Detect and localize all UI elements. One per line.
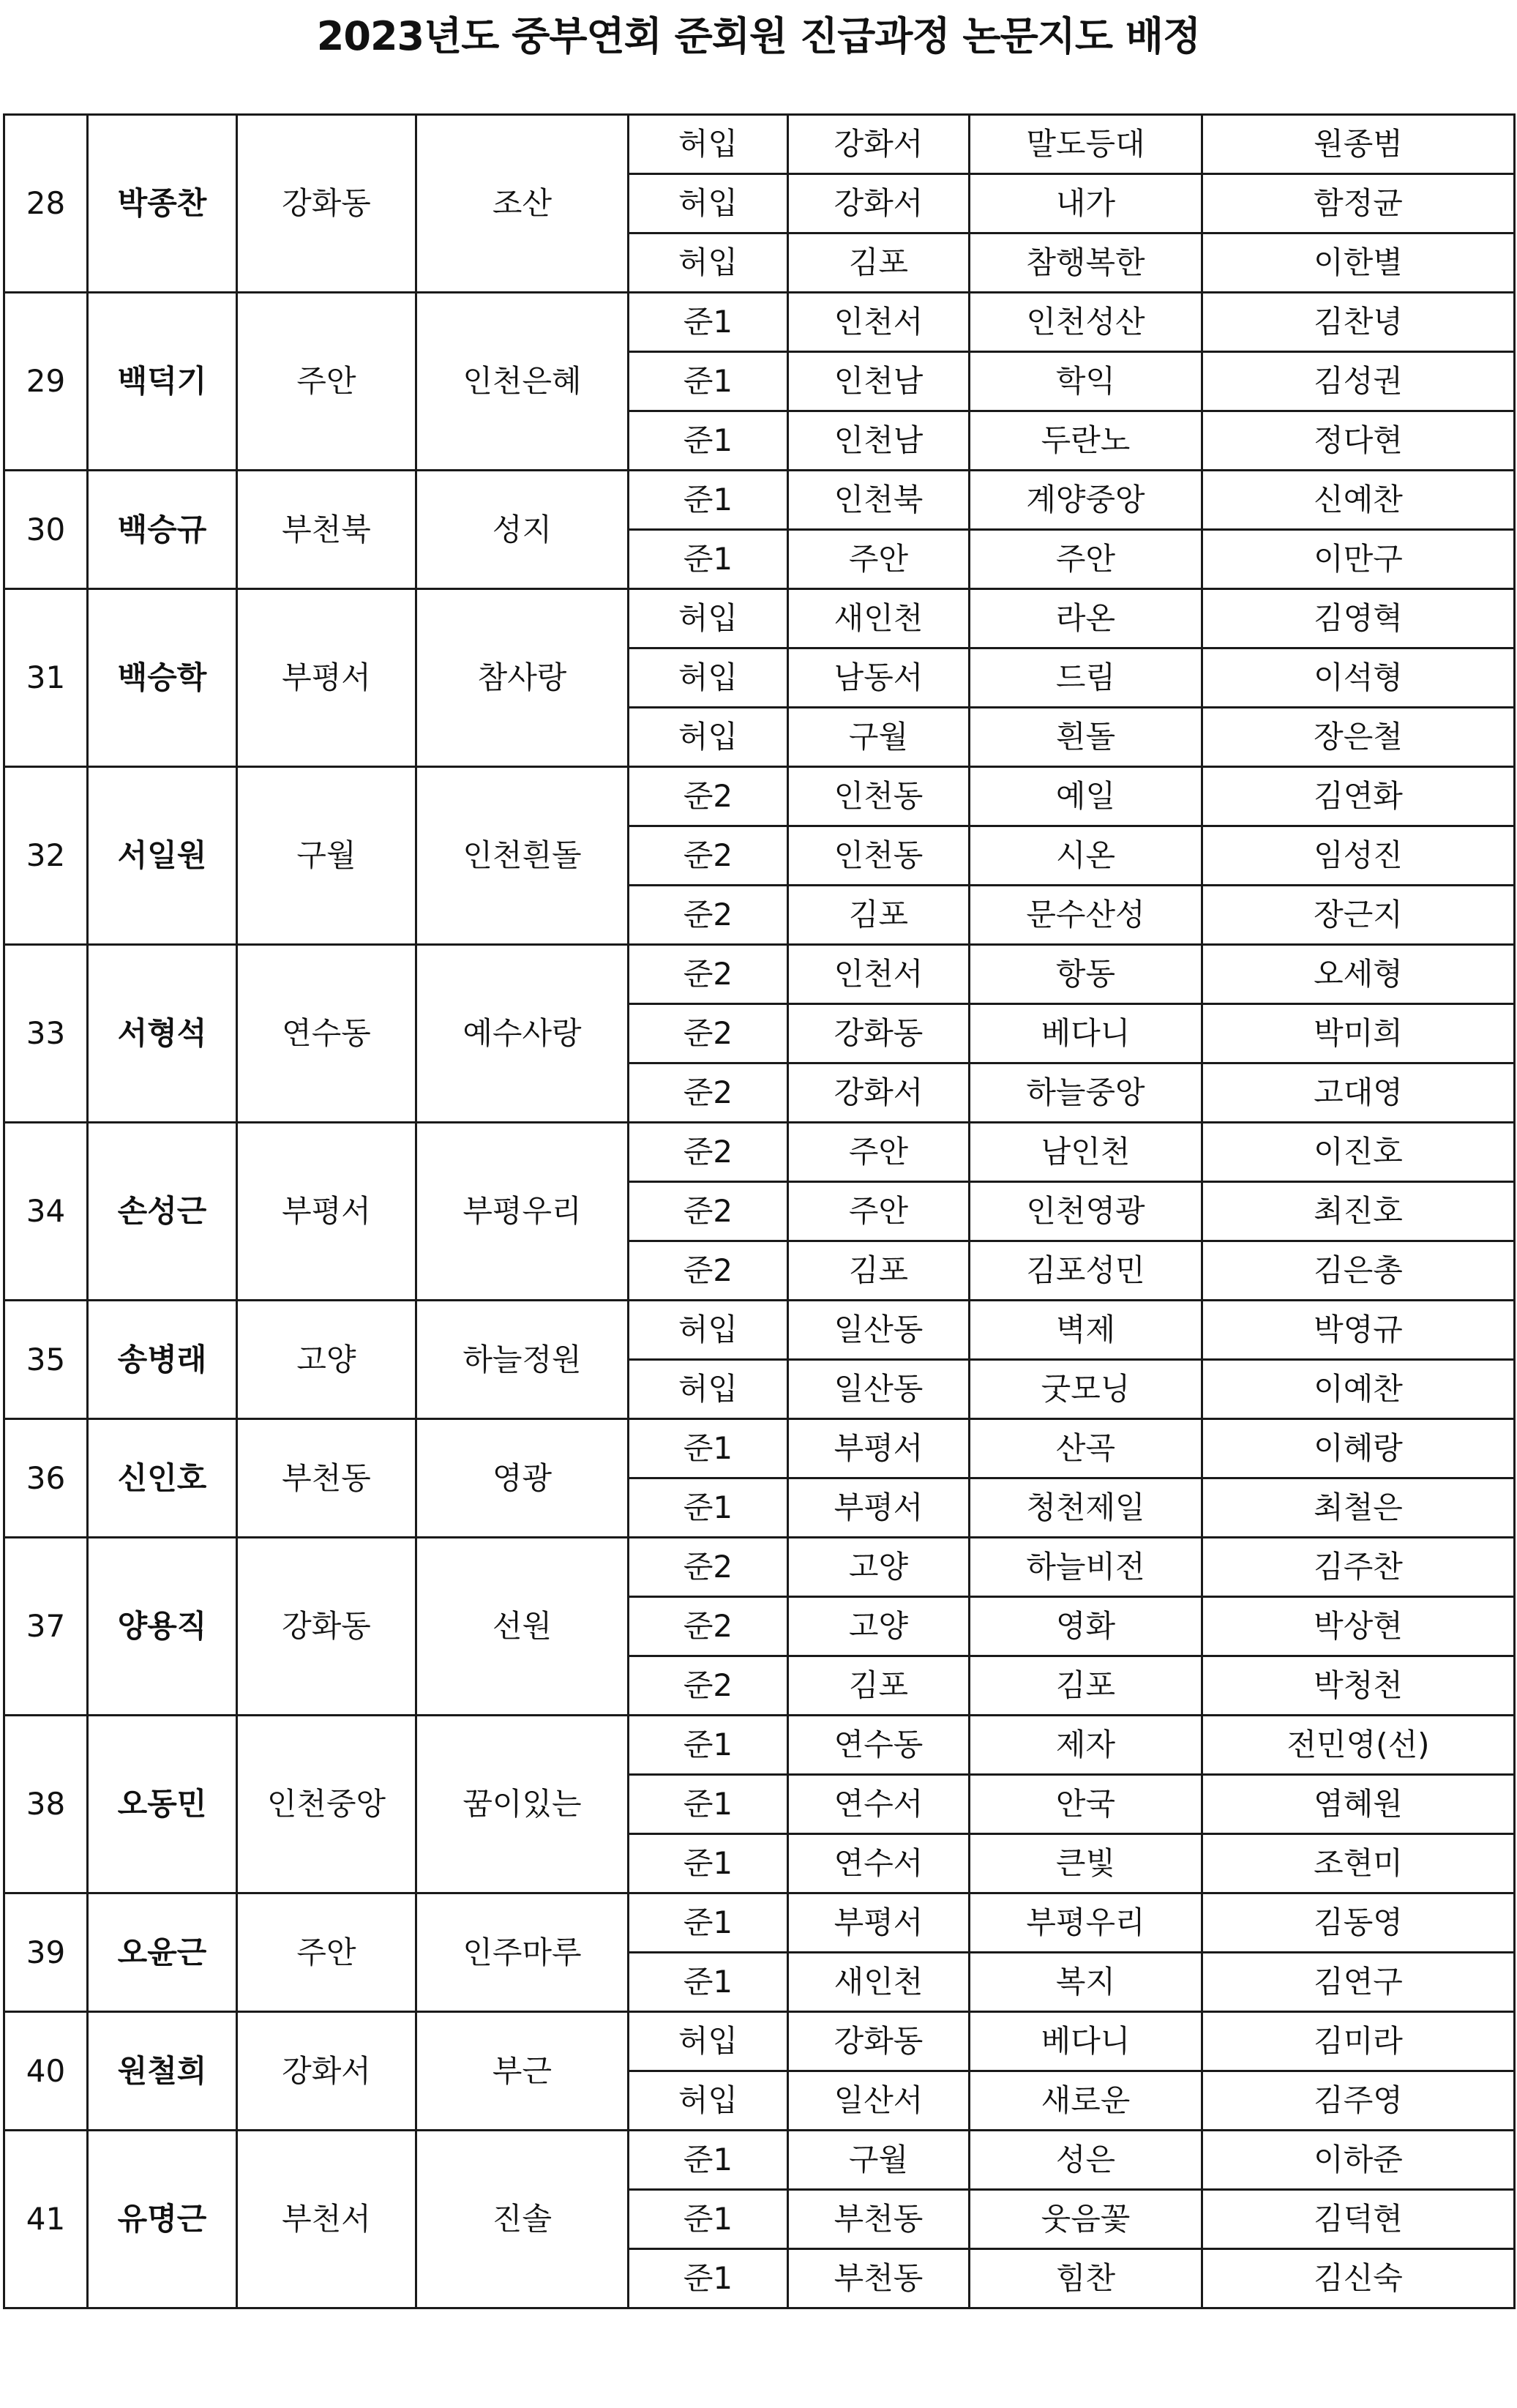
student-status-cell: 준2 (629, 1004, 788, 1063)
student-name-cell: 김영혁 (1202, 589, 1515, 648)
advisor-church-cell: 부근 (416, 2012, 629, 2131)
student-name-cell: 이예찬 (1202, 1360, 1515, 1419)
student-status-cell: 준1 (629, 1953, 788, 2012)
student-district-cell: 부평서 (788, 1478, 970, 1538)
student-name-cell: 염혜원 (1202, 1775, 1515, 1834)
advisor-district-cell: 부천동 (237, 1419, 416, 1538)
student-district-cell: 인천동 (788, 767, 970, 826)
student-status-cell: 허입 (629, 174, 788, 233)
student-church-cell: 김포성민 (970, 1241, 1202, 1301)
student-district-cell: 구월 (788, 708, 970, 767)
student-name-cell: 조현미 (1202, 1834, 1515, 1893)
advisor-name-cell: 양용직 (88, 1538, 237, 1716)
student-church-cell: 복지 (970, 1953, 1202, 2012)
student-name-cell: 김성권 (1202, 352, 1515, 411)
student-name-cell: 김주찬 (1202, 1538, 1515, 1597)
table-row (4, 2131, 1515, 2190)
advisor-number-cell: 33 (4, 945, 88, 1123)
student-status-cell: 허입 (629, 1301, 788, 1360)
student-status-cell: 준1 (629, 471, 788, 530)
student-church-cell: 굿모닝 (970, 1360, 1202, 1419)
student-status-cell: 준1 (629, 2131, 788, 2190)
advisor-church-cell: 참사랑 (416, 589, 629, 767)
student-status-cell: 준2 (629, 945, 788, 1004)
student-district-cell: 주안 (788, 1123, 970, 1182)
table-row (4, 1123, 1515, 1182)
student-church-cell: 영화 (970, 1597, 1202, 1656)
student-church-cell: 라온 (970, 589, 1202, 648)
advisor-church-cell: 인주마루 (416, 1893, 629, 2012)
advisor-church-cell: 조산 (416, 115, 629, 293)
advisor-number-cell: 29 (4, 293, 88, 471)
advisor-number-cell: 36 (4, 1419, 88, 1538)
advisor-number-cell: 32 (4, 767, 88, 945)
student-church-cell: 드림 (970, 648, 1202, 708)
student-status-cell: 준2 (629, 1538, 788, 1597)
advisor-church-cell: 하늘정원 (416, 1301, 629, 1419)
advisor-district-cell: 구월 (237, 767, 416, 945)
advisor-name-cell: 백승학 (88, 589, 237, 767)
student-name-cell: 정다현 (1202, 411, 1515, 471)
advisor-number-cell: 41 (4, 2131, 88, 2308)
student-name-cell: 김연구 (1202, 1953, 1515, 2012)
student-church-cell: 흰돌 (970, 708, 1202, 767)
advisor-church-cell: 진솔 (416, 2131, 629, 2308)
student-status-cell: 준2 (629, 1241, 788, 1301)
student-status-cell: 준2 (629, 1597, 788, 1656)
advisor-church-cell: 예수사랑 (416, 945, 629, 1123)
student-district-cell: 연수동 (788, 1716, 970, 1775)
advisor-district-cell: 연수동 (237, 945, 416, 1123)
advisor-number-cell: 39 (4, 1893, 88, 2012)
student-name-cell: 이한별 (1202, 233, 1515, 293)
student-district-cell: 새인천 (788, 1953, 970, 2012)
student-name-cell: 임성진 (1202, 826, 1515, 886)
student-church-cell: 힘찬 (970, 2249, 1202, 2308)
student-district-cell: 주안 (788, 530, 970, 589)
student-name-cell: 박상현 (1202, 1597, 1515, 1656)
student-name-cell: 고대영 (1202, 1063, 1515, 1123)
advisor-church-cell: 성지 (416, 471, 629, 589)
student-name-cell: 김연화 (1202, 767, 1515, 826)
advisor-name-cell: 손성근 (88, 1123, 237, 1301)
student-district-cell: 부천동 (788, 2190, 970, 2249)
advisor-district-cell: 부평서 (237, 1123, 416, 1301)
advisor-district-cell: 부평서 (237, 589, 416, 767)
student-status-cell: 준2 (629, 767, 788, 826)
student-church-cell: 예일 (970, 767, 1202, 826)
student-name-cell: 김동영 (1202, 1893, 1515, 1953)
advisor-district-cell: 고양 (237, 1301, 416, 1419)
table-row (4, 1301, 1515, 1360)
student-church-cell: 참행복한 (970, 233, 1202, 293)
advisor-church-cell: 꿈이있는 (416, 1716, 629, 1893)
student-church-cell: 학익 (970, 352, 1202, 411)
advisor-number-cell: 31 (4, 589, 88, 767)
student-name-cell: 장은철 (1202, 708, 1515, 767)
student-name-cell: 이만구 (1202, 530, 1515, 589)
table-row (4, 2012, 1515, 2071)
student-church-cell: 내가 (970, 174, 1202, 233)
student-status-cell: 준1 (629, 1775, 788, 1834)
student-church-cell: 말도등대 (970, 115, 1202, 174)
student-status-cell: 준1 (629, 1478, 788, 1538)
student-church-cell: 문수산성 (970, 886, 1202, 945)
student-status-cell: 준2 (629, 886, 788, 945)
student-church-cell: 성은 (970, 2131, 1202, 2190)
student-status-cell: 준1 (629, 293, 788, 352)
student-name-cell: 김신숙 (1202, 2249, 1515, 2308)
advisor-church-cell: 인천은혜 (416, 293, 629, 471)
student-name-cell: 이진호 (1202, 1123, 1515, 1182)
student-status-cell: 준1 (629, 1893, 788, 1953)
student-district-cell: 일산서 (788, 2071, 970, 2131)
student-status-cell: 허입 (629, 233, 788, 293)
advisor-church-cell: 선원 (416, 1538, 629, 1716)
student-name-cell: 박청천 (1202, 1656, 1515, 1716)
student-status-cell: 허입 (629, 708, 788, 767)
student-status-cell: 준2 (629, 1182, 788, 1241)
student-church-cell: 남인천 (970, 1123, 1202, 1182)
student-district-cell: 인천북 (788, 471, 970, 530)
student-status-cell: 준1 (629, 1419, 788, 1478)
student-status-cell: 허입 (629, 1360, 788, 1419)
table-row (4, 1538, 1515, 1597)
student-church-cell: 안국 (970, 1775, 1202, 1834)
page-title: 2023년도 중부연회 준회원 진급과정 논문지도 배정 (316, 13, 1201, 59)
student-church-cell: 시온 (970, 826, 1202, 886)
table-row (4, 1893, 1515, 1953)
table-row (4, 115, 1515, 174)
student-district-cell: 연수서 (788, 1834, 970, 1893)
student-name-cell: 박미희 (1202, 1004, 1515, 1063)
student-status-cell: 준1 (629, 2190, 788, 2249)
student-church-cell: 주안 (970, 530, 1202, 589)
student-name-cell: 박영규 (1202, 1301, 1515, 1360)
student-church-cell: 부평우리 (970, 1893, 1202, 1953)
student-district-cell: 고양 (788, 1597, 970, 1656)
student-name-cell: 함정균 (1202, 174, 1515, 233)
student-status-cell: 허입 (629, 648, 788, 708)
student-district-cell: 남동서 (788, 648, 970, 708)
student-name-cell: 이혜랑 (1202, 1419, 1515, 1478)
student-name-cell: 이석형 (1202, 648, 1515, 708)
student-church-cell: 베다니 (970, 2012, 1202, 2071)
advisor-church-cell: 영광 (416, 1419, 629, 1538)
advisor-name-cell: 신인호 (88, 1419, 237, 1538)
student-name-cell: 이하준 (1202, 2131, 1515, 2190)
advisor-name-cell: 오윤근 (88, 1893, 237, 2012)
student-church-cell: 큰빛 (970, 1834, 1202, 1893)
student-district-cell: 부평서 (788, 1893, 970, 1953)
assignment-table-body (4, 115, 1515, 2308)
student-status-cell: 준1 (629, 352, 788, 411)
student-name-cell: 김주영 (1202, 2071, 1515, 2131)
advisor-name-cell: 원철희 (88, 2012, 237, 2131)
student-status-cell: 준1 (629, 1834, 788, 1893)
advisor-church-cell: 부평우리 (416, 1123, 629, 1301)
advisor-name-cell: 오동민 (88, 1716, 237, 1893)
student-district-cell: 강화동 (788, 1004, 970, 1063)
student-district-cell: 김포 (788, 1656, 970, 1716)
student-district-cell: 주안 (788, 1182, 970, 1241)
student-name-cell: 김은총 (1202, 1241, 1515, 1301)
student-name-cell: 김덕현 (1202, 2190, 1515, 2249)
student-church-cell: 두란노 (970, 411, 1202, 471)
student-name-cell: 신예찬 (1202, 471, 1515, 530)
student-district-cell: 김포 (788, 1241, 970, 1301)
student-name-cell: 최철은 (1202, 1478, 1515, 1538)
student-status-cell: 준2 (629, 1123, 788, 1182)
student-name-cell: 장근지 (1202, 886, 1515, 945)
student-district-cell: 연수서 (788, 1775, 970, 1834)
student-district-cell: 부평서 (788, 1419, 970, 1478)
student-district-cell: 인천남 (788, 352, 970, 411)
student-district-cell: 강화동 (788, 2012, 970, 2071)
student-name-cell: 전민영(선) (1202, 1716, 1515, 1775)
student-district-cell: 인천남 (788, 411, 970, 471)
table-row (4, 1419, 1515, 1478)
student-status-cell: 허입 (629, 2071, 788, 2131)
student-church-cell: 하늘중앙 (970, 1063, 1202, 1123)
student-status-cell: 준1 (629, 1716, 788, 1775)
student-status-cell: 허입 (629, 115, 788, 174)
student-church-cell: 웃음꽃 (970, 2190, 1202, 2249)
student-status-cell: 준2 (629, 1656, 788, 1716)
advisor-district-cell: 강화동 (237, 1538, 416, 1716)
table-row (4, 471, 1515, 530)
student-church-cell: 벽제 (970, 1301, 1202, 1360)
student-name-cell: 원종범 (1202, 115, 1515, 174)
student-church-cell: 인천영광 (970, 1182, 1202, 1241)
advisor-district-cell: 주안 (237, 293, 416, 471)
student-district-cell: 강화서 (788, 115, 970, 174)
advisor-district-cell: 부천북 (237, 471, 416, 589)
advisor-name-cell: 서일원 (88, 767, 237, 945)
advisor-district-cell: 주안 (237, 1893, 416, 2012)
student-district-cell: 인천동 (788, 826, 970, 886)
student-district-cell: 일산동 (788, 1360, 970, 1419)
advisor-name-cell: 서형석 (88, 945, 237, 1123)
student-name-cell: 최진호 (1202, 1182, 1515, 1241)
student-church-cell: 산곡 (970, 1419, 1202, 1478)
student-district-cell: 김포 (788, 233, 970, 293)
student-district-cell: 고양 (788, 1538, 970, 1597)
advisor-number-cell: 40 (4, 2012, 88, 2131)
student-district-cell: 강화서 (788, 174, 970, 233)
student-status-cell: 준1 (629, 411, 788, 471)
student-district-cell: 김포 (788, 886, 970, 945)
student-church-cell: 항동 (970, 945, 1202, 1004)
advisor-number-cell: 35 (4, 1301, 88, 1419)
student-district-cell: 일산동 (788, 1301, 970, 1360)
advisor-number-cell: 28 (4, 115, 88, 293)
advisor-name-cell: 유명근 (88, 2131, 237, 2308)
student-church-cell: 청천제일 (970, 1478, 1202, 1538)
advisor-name-cell: 박종찬 (88, 115, 237, 293)
advisor-district-cell: 인천중앙 (237, 1716, 416, 1893)
table-row (4, 945, 1515, 1004)
student-church-cell: 계양중앙 (970, 471, 1202, 530)
advisor-district-cell: 강화서 (237, 2012, 416, 2131)
table-row (4, 589, 1515, 648)
student-church-cell: 베다니 (970, 1004, 1202, 1063)
advisor-district-cell: 부천서 (237, 2131, 416, 2308)
student-status-cell: 준1 (629, 2249, 788, 2308)
table-row (4, 767, 1515, 826)
student-district-cell: 부천동 (788, 2249, 970, 2308)
student-church-cell: 인천성산 (970, 293, 1202, 352)
table-row (4, 293, 1515, 352)
advisor-number-cell: 30 (4, 471, 88, 589)
advisor-number-cell: 37 (4, 1538, 88, 1716)
student-district-cell: 인천서 (788, 945, 970, 1004)
student-name-cell: 김미라 (1202, 2012, 1515, 2071)
student-name-cell: 김찬녕 (1202, 293, 1515, 352)
student-district-cell: 인천서 (788, 293, 970, 352)
student-district-cell: 강화서 (788, 1063, 970, 1123)
student-status-cell: 준2 (629, 826, 788, 886)
advisor-name-cell: 송병래 (88, 1301, 237, 1419)
student-church-cell: 김포 (970, 1656, 1202, 1716)
student-name-cell: 오세형 (1202, 945, 1515, 1004)
student-status-cell: 허입 (629, 589, 788, 648)
student-church-cell: 하늘비전 (970, 1538, 1202, 1597)
student-status-cell: 준1 (629, 530, 788, 589)
advisor-number-cell: 34 (4, 1123, 88, 1301)
student-district-cell: 새인천 (788, 589, 970, 648)
student-status-cell: 허입 (629, 2012, 788, 2071)
table-row (4, 1716, 1515, 1775)
assignment-table (3, 113, 1516, 2309)
student-status-cell: 준2 (629, 1063, 788, 1123)
student-church-cell: 제자 (970, 1716, 1202, 1775)
advisor-name-cell: 백덕기 (88, 293, 237, 471)
advisor-name-cell: 백승규 (88, 471, 237, 589)
advisor-number-cell: 38 (4, 1716, 88, 1893)
advisor-district-cell: 강화동 (237, 115, 416, 293)
advisor-church-cell: 인천흰돌 (416, 767, 629, 945)
student-district-cell: 구월 (788, 2131, 970, 2190)
student-church-cell: 새로운 (970, 2071, 1202, 2131)
